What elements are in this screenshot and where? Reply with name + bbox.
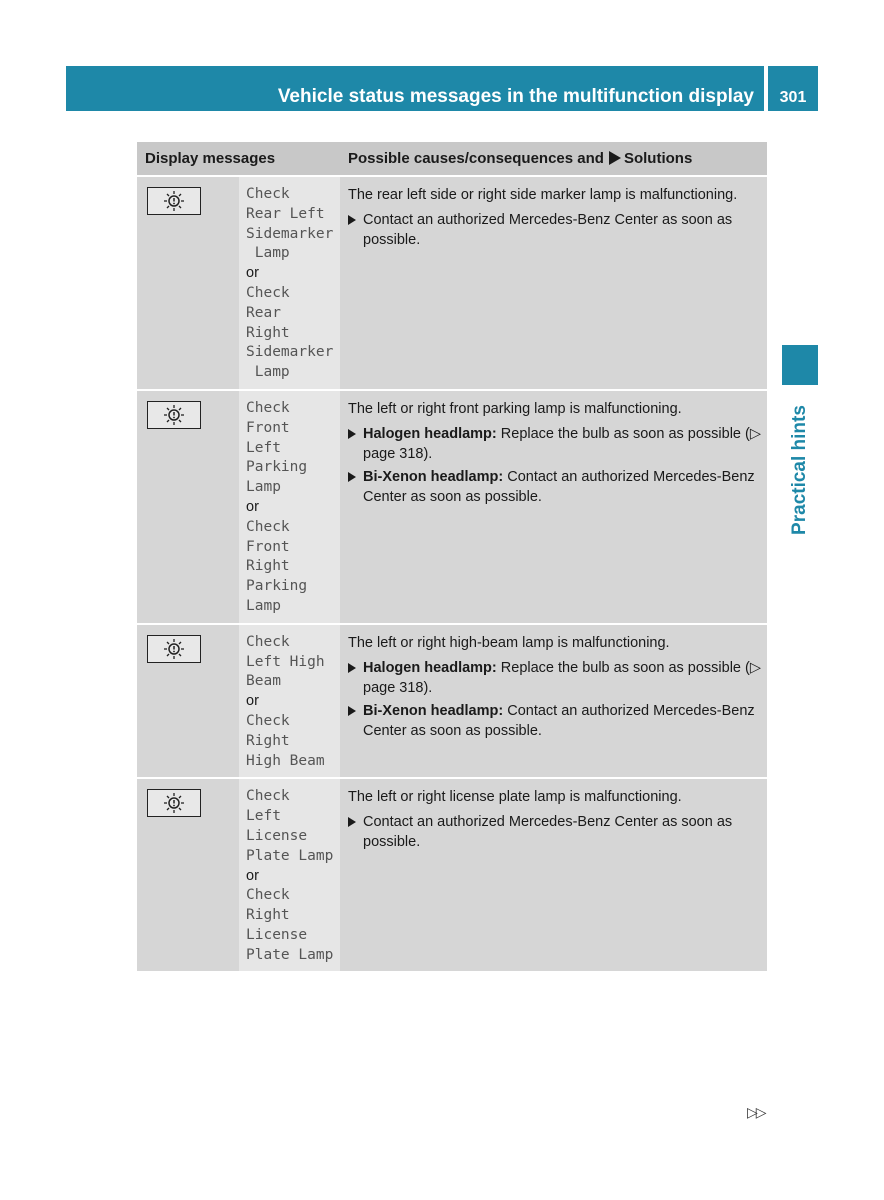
display-message-cell [239, 778, 340, 972]
bullet-arrow-icon [348, 663, 356, 673]
causes-solutions-cell [340, 624, 767, 779]
message-line: Plate Lamp [246, 847, 334, 864]
message-line: Left [246, 808, 281, 825]
bullet-arrow-icon [348, 215, 356, 225]
message-line: Plate Lamp [246, 946, 334, 963]
message-line: Parking [246, 459, 308, 476]
message-line: Front [246, 419, 290, 436]
bullet-arrow-icon [348, 472, 356, 482]
solution-text: Contact an authorized Mercedes-Benz Center as soon as possible. [363, 212, 733, 248]
table-row [137, 778, 767, 972]
cause-text: The left or right front parking lamp is malfunctioning. [348, 400, 682, 417]
message-line: Lamp [246, 597, 281, 614]
icon-cell [137, 176, 239, 390]
display-message-cell [239, 176, 340, 390]
message-line: Check [246, 788, 290, 805]
table-row [137, 624, 767, 779]
lamp-fault-icon [147, 789, 201, 817]
message-line: Rear [246, 304, 281, 321]
message-or-text: or [246, 265, 259, 282]
solution-text: Replace the bulb as soon as possible (▷ page 318). [363, 659, 761, 696]
message-line: Lamp [246, 364, 290, 381]
message-line: Left High [246, 653, 325, 670]
header-display-messages: Display messages [137, 142, 340, 176]
message-line: Right [246, 324, 290, 341]
message-line: Lamp [246, 479, 281, 496]
message-or-text: or [246, 498, 259, 515]
icon-cell [137, 390, 239, 624]
cause-text: The left or right high-beam lamp is malfunctioning. [348, 634, 670, 651]
icon-cell [137, 778, 239, 972]
causes-solutions-cell [340, 176, 767, 390]
icon-cell [137, 624, 239, 779]
table-row [137, 176, 767, 390]
solution-item [348, 467, 761, 507]
lamp-fault-icon [147, 187, 201, 215]
lamp-fault-icon [147, 635, 201, 663]
table-header-row [137, 142, 767, 176]
message-line: Beam [246, 673, 281, 690]
header-causes-solutions [340, 142, 767, 176]
lamp-fault-icon [147, 401, 201, 429]
message-or-text: or [246, 867, 259, 884]
message-line: Sidemarker [246, 225, 334, 242]
bullet-arrow-icon [348, 817, 356, 827]
continue-marker: ▷▷ [747, 1104, 765, 1120]
causes-solutions-cell [340, 390, 767, 624]
display-message-cell [239, 390, 340, 624]
page-header-title: Vehicle status messages in the multifunction display [66, 66, 764, 111]
display-message-cell [239, 624, 340, 779]
message-line: Check [246, 518, 290, 535]
message-line: License [246, 827, 308, 844]
message-line: License [246, 926, 308, 943]
header-causes-text: Possible causes/consequences and [348, 150, 604, 167]
solution-item [348, 658, 761, 698]
solution-bold-label: Bi-Xenon headlamp: [363, 468, 504, 485]
message-line: Check [246, 284, 290, 301]
page-number: 301 [768, 66, 818, 111]
solution-text: Contact an authorized Mercedes-Benz Center as soon as possible. [363, 814, 733, 851]
message-line: Check [246, 887, 290, 904]
message-line: High Beam [246, 752, 325, 769]
header-solutions-text: Solutions [623, 150, 693, 167]
solution-item [348, 812, 761, 852]
causes-solutions-cell [340, 778, 767, 972]
cause-text: The left or right license plate lamp is malfunctioning. [348, 789, 682, 806]
side-tab-marker [782, 345, 818, 385]
message-line: Sidemarker [246, 344, 334, 361]
bullet-arrow-icon [348, 429, 356, 439]
solution-item [348, 424, 761, 464]
solution-bold-label: Bi-Xenon headlamp: [363, 702, 504, 719]
solution-bold-label: Halogen headlamp: [363, 425, 497, 442]
arrow-right-icon [609, 151, 621, 165]
solution-text: Contact an authorized Mercedes-Benz Center as soon as possible. [363, 468, 755, 505]
message-line: Front [246, 538, 290, 555]
message-line: Rear Left [246, 205, 325, 222]
message-line: Check [246, 712, 290, 729]
table-row [137, 390, 767, 624]
message-line: Parking [246, 578, 308, 595]
solution-text: Contact an authorized Mercedes-Benz Center as soon as possible. [363, 702, 755, 739]
message-line: Lamp [246, 245, 290, 262]
side-tab-label: Practical hints [789, 405, 810, 535]
bullet-arrow-icon [348, 706, 356, 716]
message-line: Right [246, 558, 290, 575]
message-line: Right [246, 732, 290, 749]
solution-bold-label: Halogen headlamp: [363, 659, 497, 676]
status-messages-table [137, 142, 767, 973]
message-line: Check [246, 399, 290, 416]
message-or-text: or [246, 693, 259, 710]
cause-text: The rear left side or right side marker lamp is malfunctioning. [348, 187, 738, 203]
message-line: Left [246, 439, 281, 456]
message-line: Check [246, 186, 290, 202]
solution-item [348, 210, 761, 250]
solution-text: Replace the bulb as soon as possible (▷ page 318). [363, 425, 761, 462]
message-line: Check [246, 633, 290, 650]
solution-item [348, 701, 761, 741]
message-line: Right [246, 907, 290, 924]
